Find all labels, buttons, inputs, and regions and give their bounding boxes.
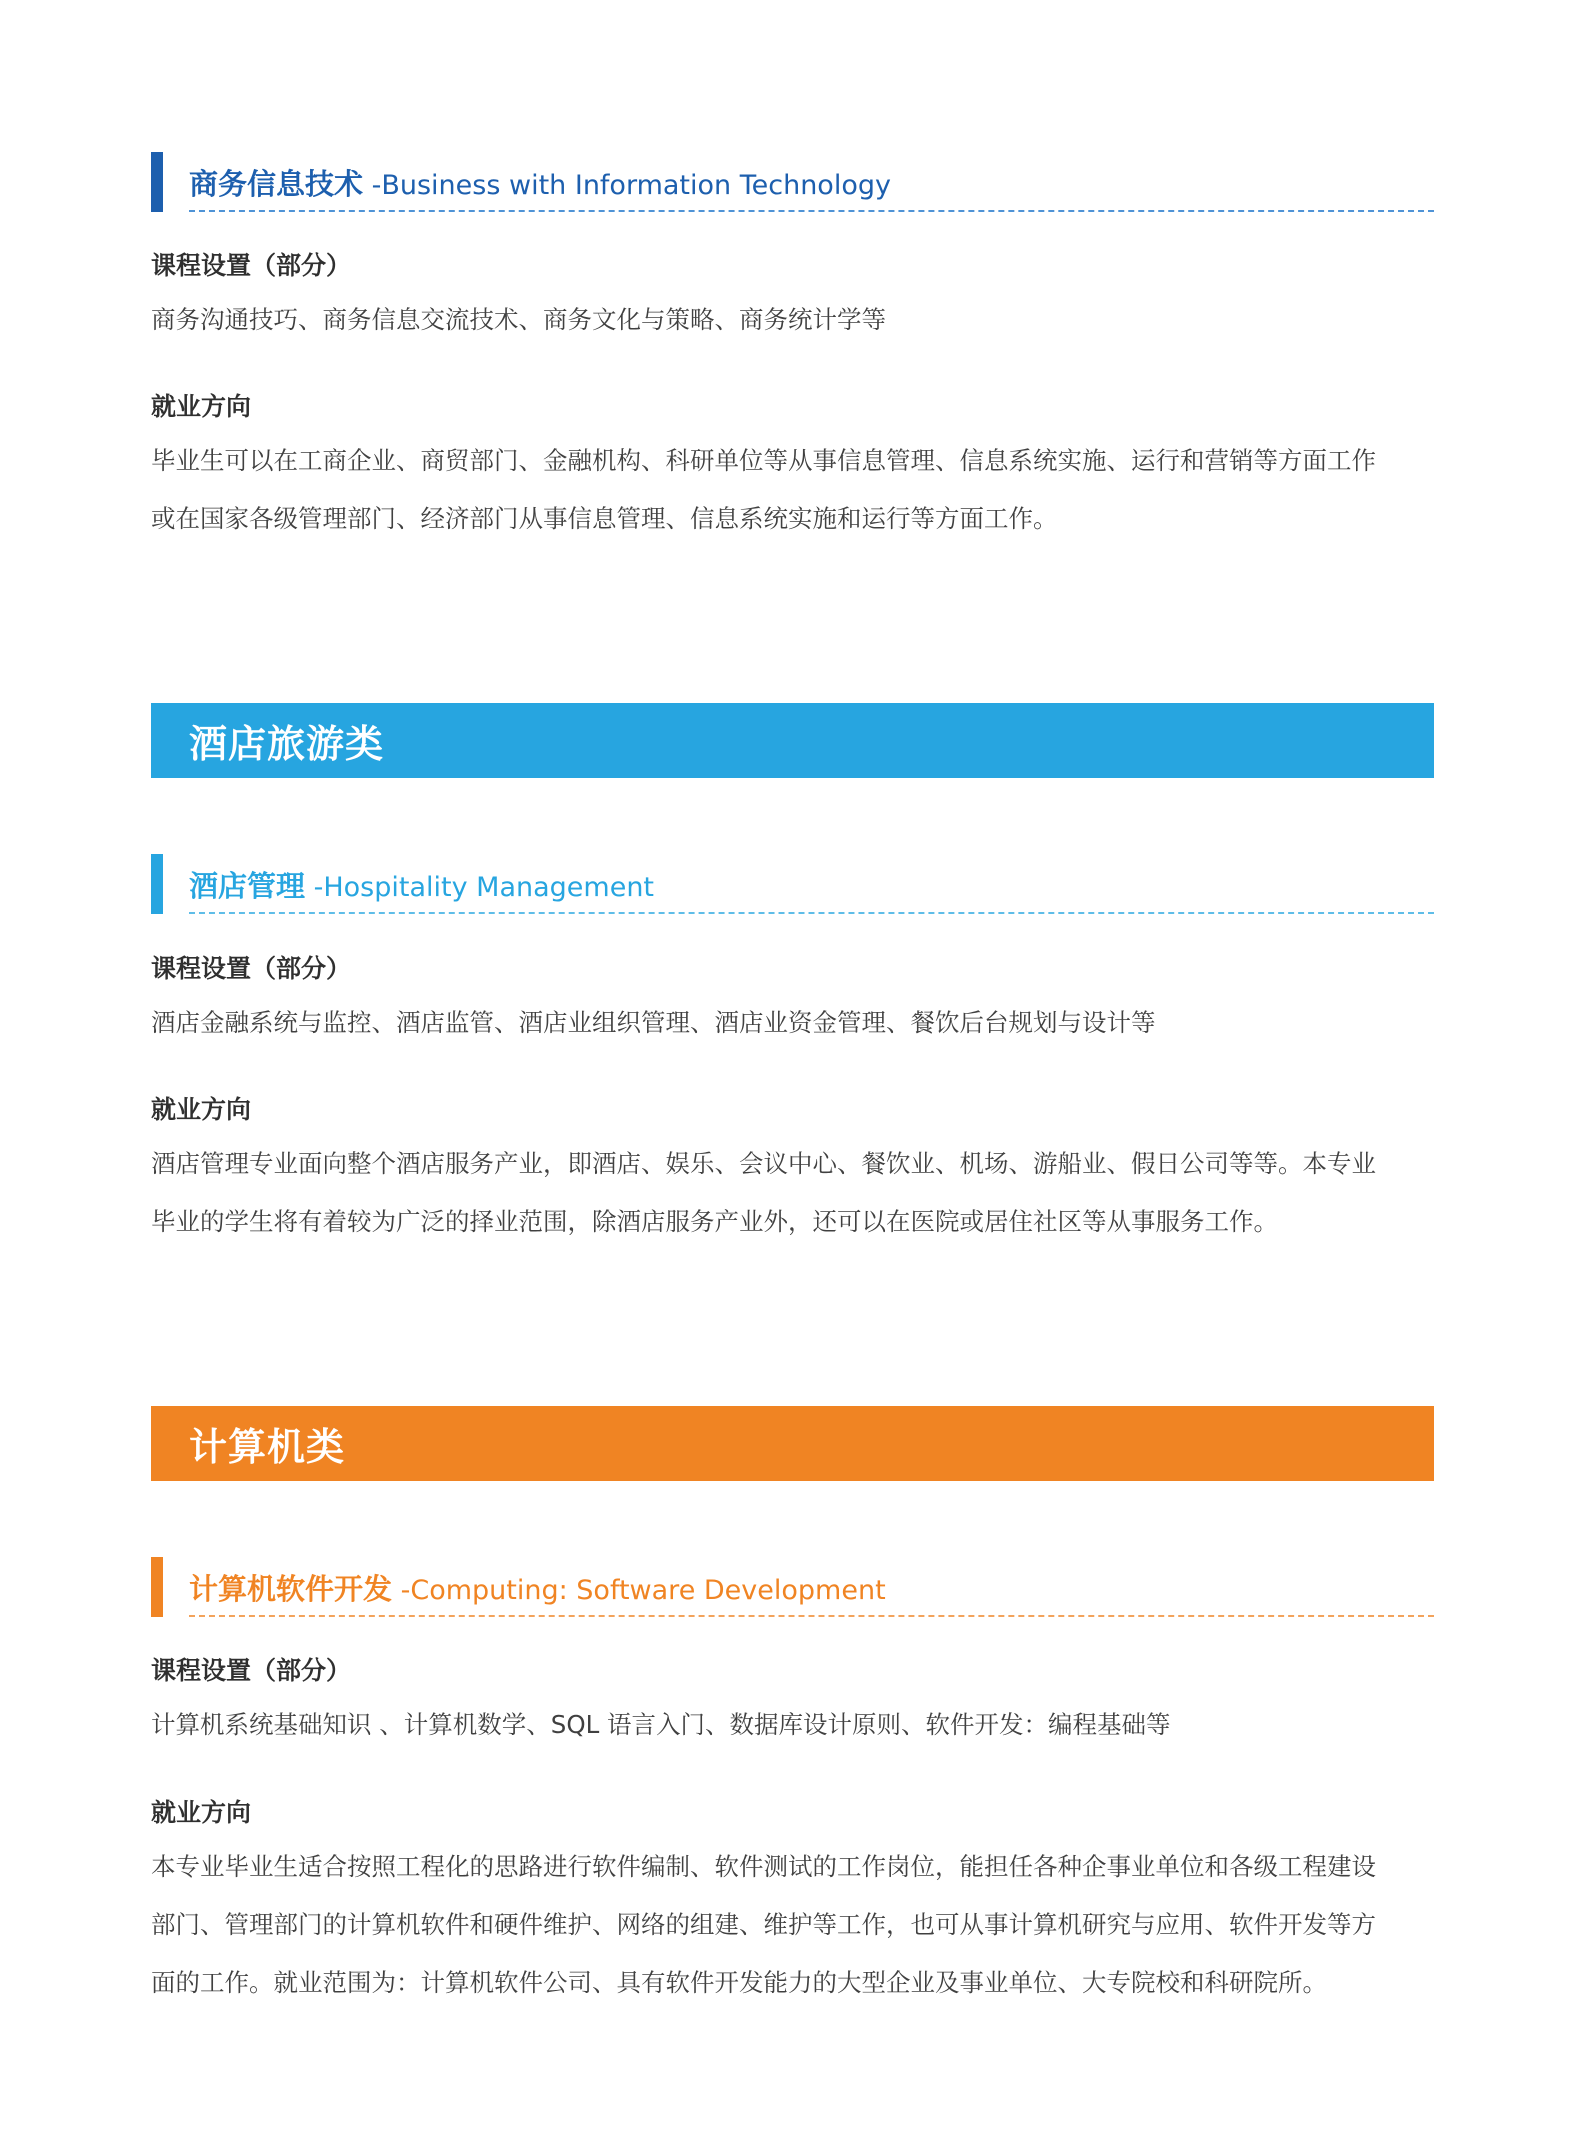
subsection-title-en: -Computing: Software Development	[392, 1575, 886, 1606]
banner-title: 计算机类	[189, 1425, 346, 1469]
jobs-text-line: 毕业的学生将有着较为广泛的择业范围，除酒店服务产业外，还可以在医院或居住社区等从事服务工作。	[151, 1207, 1278, 1236]
jobs-label: 就业方向	[151, 392, 252, 421]
heading-accent-bar	[151, 152, 163, 212]
subsection-title-zh: 酒店管理	[189, 869, 306, 903]
jobs-text-line: 酒店管理专业面向整个酒店服务产业，即酒店、娱乐、会议中心、餐饮业、机场、游船业、假日公司等等。本专业	[151, 1149, 1376, 1178]
jobs-text-line: 毕业生可以在工商企业、商贸部门、金融机构、科研单位等从事信息管理、信息系统实施、运行和营销等方面工作	[151, 446, 1376, 475]
banner-title: 酒店旅游类	[189, 722, 385, 766]
subsection-title-zh: 商务信息技术	[189, 167, 364, 201]
jobs-text-line: 部门、管理部门的计算机软件和硬件维护、网络的组建、维护等工作，也可从事计算机研究与应用、软件开发等方	[151, 1910, 1376, 1939]
courses-text: 计算机系统基础知识 、计算机数学、SQL 语言入门、数据库设计原则、软件开发：编程基础等	[151, 1710, 1171, 1739]
jobs-text-line: 面的工作。就业范围为：计算机软件公司、具有软件开发能力的大型企业及事业单位、大专院校和科研院所。	[151, 1968, 1327, 1997]
heading-accent-bar	[151, 1557, 163, 1617]
heading-accent-bar	[151, 854, 163, 914]
dashed-divider	[189, 210, 1434, 212]
category-banner-computing	[151, 1406, 1434, 1481]
jobs-text-line: 或在国家各级管理部门、经济部门从事信息管理、信息系统实施和运行等方面工作。	[151, 504, 1058, 533]
courses-label: 课程设置（部分）	[151, 954, 352, 983]
subsection-title-en: -Business with Information Technology	[363, 170, 891, 201]
subsection-heading-hospitality	[151, 854, 1434, 918]
jobs-text-line: 本专业毕业生适合按照工程化的思路进行软件编制、软件测试的工作岗位，能担任各种企事业单位和各级工程建设	[151, 1852, 1376, 1881]
subsection-title	[189, 162, 891, 203]
subsection-title-en: -Hospitality Management	[305, 872, 655, 903]
subsection-title	[189, 1567, 886, 1608]
dashed-divider	[189, 912, 1434, 914]
subsection-heading-software-dev	[151, 1557, 1434, 1621]
subsection-heading-business-it	[151, 152, 1434, 216]
courses-label: 课程设置（部分）	[151, 251, 352, 280]
subsection-title-zh: 计算机软件开发	[189, 1572, 393, 1606]
subsection-title	[189, 864, 654, 905]
category-banner-hotel-tourism	[151, 703, 1434, 778]
courses-label: 课程设置（部分）	[151, 1656, 352, 1685]
dashed-divider	[189, 1615, 1434, 1617]
courses-text: 商务沟通技巧、商务信息交流技术、商务文化与策略、商务统计学等	[151, 305, 886, 334]
jobs-label: 就业方向	[151, 1095, 252, 1124]
jobs-label: 就业方向	[151, 1798, 252, 1827]
courses-text: 酒店金融系统与监控、酒店监管、酒店业组织管理、酒店业资金管理、餐饮后台规划与设计等	[151, 1008, 1156, 1037]
